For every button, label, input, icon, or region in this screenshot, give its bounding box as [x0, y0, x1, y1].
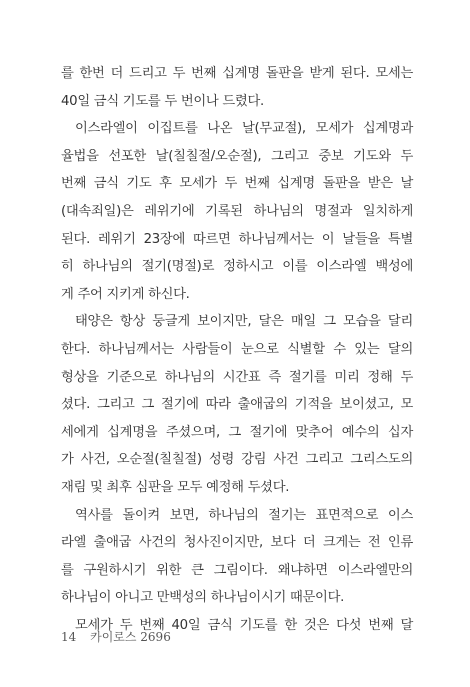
text-line: 가 사건, 오순절(칠칠절) 성령 강림 사건 그리고 그리스도의	[61, 452, 413, 468]
text-line: 히 하나님의 절기(명절)로 정하시고 이를 이스라엘 백성에	[61, 259, 413, 275]
text-line: 모세가 두 번째 40일 금식 기도를 한 것은 다섯 번째 달	[75, 617, 413, 633]
running-title: 카이로스 2696	[90, 630, 171, 644]
text-line: 율법을 선포한 날(칠칠절/오순절), 그리고 중보 기도와 두	[61, 148, 413, 164]
text-line: 셨다. 그리고 그 절기에 따라 출애굽의 기적을 보이셨고, 모	[61, 397, 413, 413]
body-text	[61, 60, 413, 639]
text-line: 태양은 항상 둥글게 보이지만, 달은 매일 그 모습을 달리	[75, 314, 413, 330]
text-line: 게 주어 지키게 하신다.	[61, 286, 190, 302]
text-line: 된다. 레위기 23장에 따르면 하나님께서는 이 날들을 특별	[61, 231, 413, 247]
text-line: (대속죄일)은 레위기에 기록된 하나님의 명절과 일치하게	[61, 203, 413, 219]
text-line: 재림 및 최후 심판을 모두 예정해 두셨다.	[61, 479, 290, 495]
text-line: 를 구원하시기 위한 큰 그림이다. 왜냐하면 이스라엘만의	[61, 562, 413, 578]
text-line: 40일 금식 기도를 두 번이나 드렸다.	[61, 93, 264, 109]
page-footer	[61, 628, 171, 645]
page-number: 14	[61, 630, 77, 644]
text-line: 역사를 돌이켜 보면, 하나님의 절기는 표면적으로 이스	[75, 507, 413, 523]
text-line: 한다. 하나님께서는 사람들이 눈으로 식별할 수 있는 달의	[61, 341, 413, 357]
text-line: 번째 금식 기도 후 모세가 두 번째 십계명 돌판을 받은 날	[61, 176, 413, 192]
text-line: 라엘 출애굽 사건의 청사진이지만, 보다 더 크게는 전 인류	[61, 535, 413, 551]
text-line: 하나님이 아니고 만백성의 하나님이시기 때문이다.	[61, 590, 345, 606]
text-line: 이스라엘이 이집트를 나온 날(무교절), 모세가 십계명과	[75, 121, 413, 137]
text-line: 세에게 십계명을 주셨으며, 그 절기에 맞추어 예수의 십자	[61, 424, 413, 440]
text-line: 를 한번 더 드리고 두 번째 십계명 돌판을 받게 된다. 모세는	[61, 66, 413, 81]
text-line: 형상을 기준으로 하나님의 시간표 즉 절기를 미리 정해 두	[61, 369, 413, 385]
